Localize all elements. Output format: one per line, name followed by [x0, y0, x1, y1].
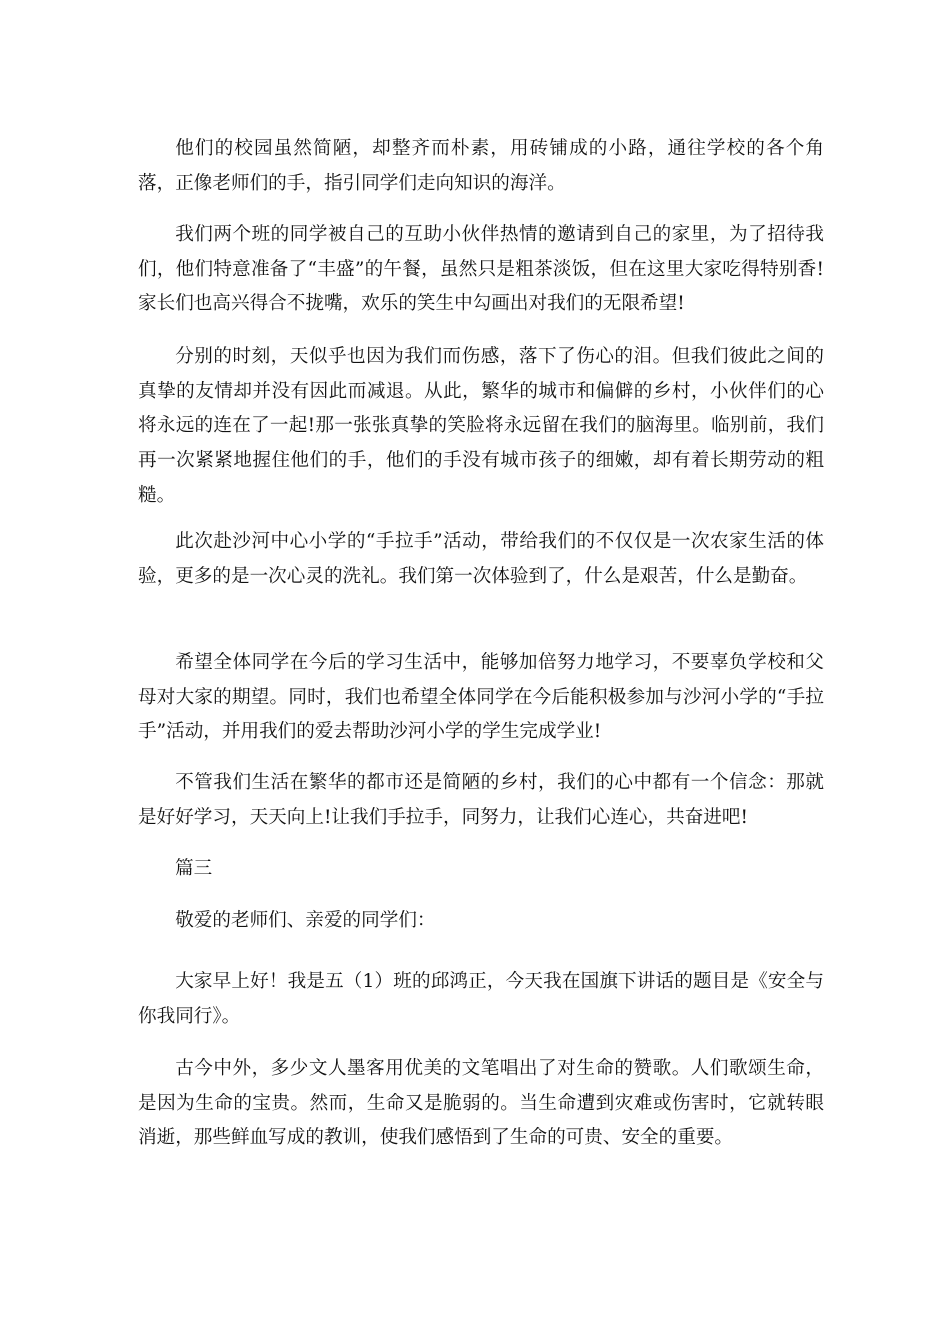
paragraph-activity: 此次赴沙河中心小学的“手拉手”活动，带给我们的不仅仅是一次农家生活的体验，更多的是一次心灵的洗礼。我们第一次体验到了，什么是艰苦，什么是勤奋。: [138, 531, 824, 587]
salutation: 敬爱的老师们、亲爱的同学们：: [175, 910, 436, 931]
paragraph-farewell: 分别的时刻，天似乎也因为我们而伤感，落下了伤心的泪。但我们彼此之间的真挚的友情却并没有因此而减退。从此，繁华的城市和偏僻的乡村，小伙伴们的心将永远的连在了一起!那一张张真挚的笑脸将永远留在我们的脑海里。临别前，我们再一次紧紧地握住他们的手，他们的手没有城市孩子的细嫩，却有着长期劳动的粗糙。: [138, 346, 824, 506]
paragraph-campus: 他们的校园虽然简陋，却整齐而朴素，用砖铺成的小路，通往学校的各个角落，正像老师们的手，指引同学们走向知识的海洋。: [138, 138, 824, 194]
paragraph-greeting: 大家早上好！我是五（1）班的邱鸿正，今天我在国旗下讲话的题目是《安全与你我同行》。: [138, 971, 824, 1027]
paragraph-belief: 不管我们生活在繁华的都市还是简陋的乡村，我们的心中都有一个信念：那就是好好学习，天天向上!让我们手拉手，同努力，让我们心连心，共奋进吧!: [138, 772, 824, 828]
paragraph-lunch: 我们两个班的同学被自己的互助小伙伴热情的邀请到自己的家里，为了招待我们，他们特意准备了“丰盛”的午餐，虽然只是粗茶淡饭，但在这里大家吃得特别香!家长们也高兴得合不拢嘴，欢乐的笑生中勾画出对我们的无限希望!: [138, 224, 824, 315]
section-heading: 篇三: [175, 858, 213, 879]
paragraph-hope: 希望全体同学在今后的学习生活中，能够加倍努力地学习，不要辜负学校和父母对大家的期望。同时，我们也希望全体同学在今后能积极参加与沙河小学的“手拉手”活动，并用我们的爱去帮助沙河小学的学生完成学业!: [138, 652, 824, 743]
paragraph-life: 古今中外，多少文人墨客用优美的文笔唱出了对生命的赞歌。人们歌颂生命，是因为生命的宝贵。然而，生命又是脆弱的。当生命遭到灾难或伤害时，它就转眼消逝，那些鲜血写成的教训，使我们感悟到了生命的可贵、安全的重要。: [138, 1058, 824, 1149]
